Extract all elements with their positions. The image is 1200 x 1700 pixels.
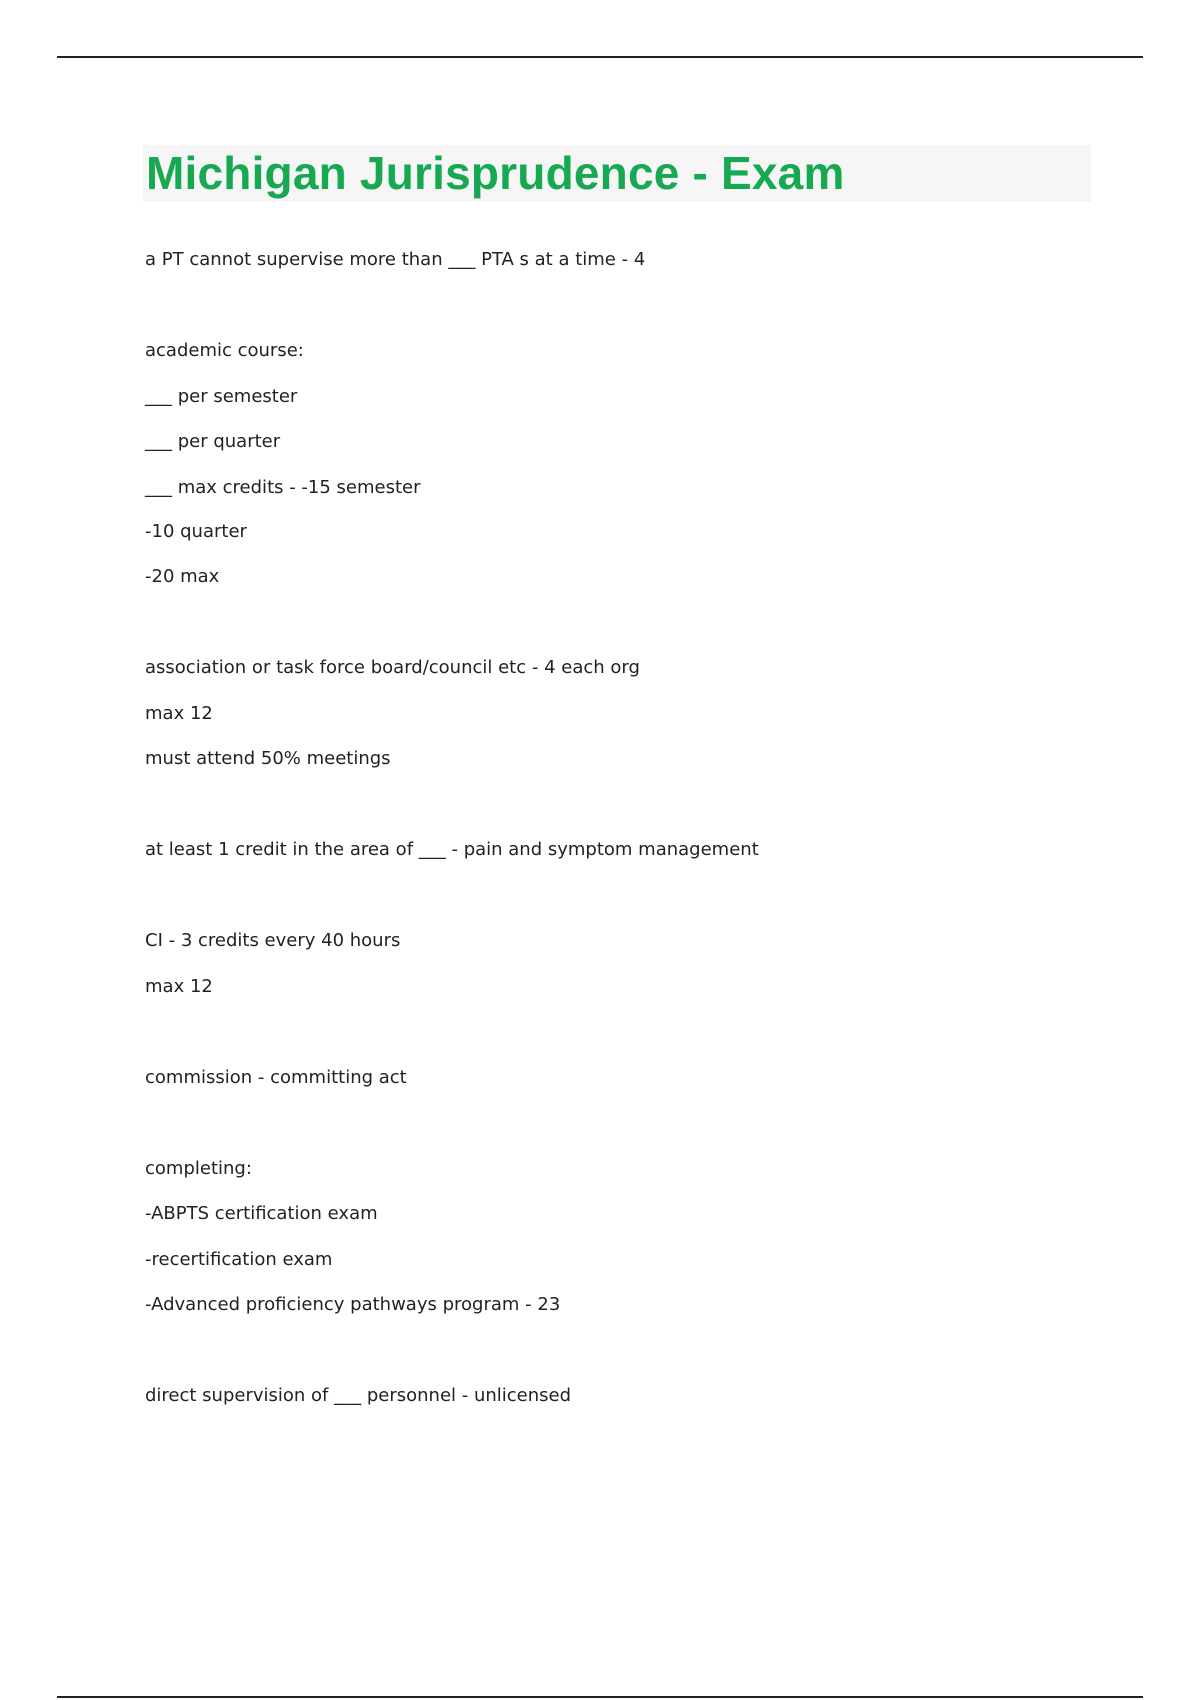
- card-line: commission - committing act: [145, 1067, 407, 1088]
- card-line: -10 quarter: [145, 521, 247, 542]
- card-line: a PT cannot supervise more than ___ PTA s at a time - 4: [145, 249, 646, 270]
- card-line: ___ per quarter: [145, 431, 281, 452]
- card-line: max 12: [145, 703, 213, 724]
- card-line: -ABPTS certification exam: [145, 1203, 378, 1224]
- header-rule: [57, 56, 1143, 58]
- card-line: ___ per semester: [145, 386, 298, 407]
- card-line: -20 max: [145, 566, 220, 587]
- card-line: at least 1 credit in the area of ___ - pain and symptom management: [145, 839, 759, 860]
- card-line: must attend 50% meetings: [145, 748, 391, 769]
- card-line: ___ max credits - -15 semester: [145, 477, 421, 498]
- card-line: association or task force board/council etc - 4 each org: [145, 657, 640, 678]
- card-line: max 12: [145, 976, 213, 997]
- card-line: CI - 3 credits every 40 hours: [145, 930, 401, 951]
- document-title: Michigan Jurisprudence - Exam: [146, 147, 845, 199]
- footer-rule: [57, 1696, 1143, 1698]
- card-line: completing:: [145, 1158, 252, 1179]
- card-line: academic course:: [145, 340, 304, 361]
- card-line: -Advanced proficiency pathways program - 23: [145, 1294, 561, 1315]
- card-line: -recertification exam: [145, 1249, 333, 1270]
- card-line: direct supervision of ___ personnel - unlicensed: [145, 1385, 572, 1406]
